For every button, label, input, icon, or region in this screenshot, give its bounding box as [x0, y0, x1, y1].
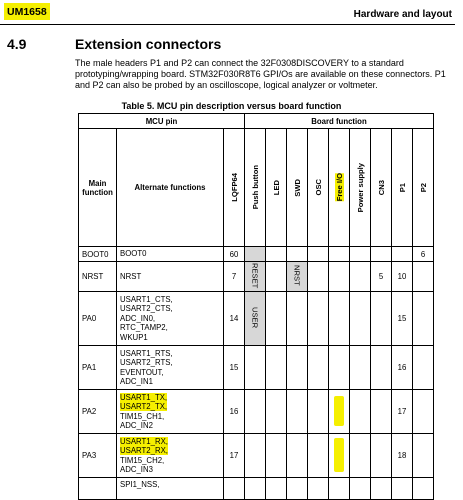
alternate-functions: BOOT0: [117, 247, 224, 262]
col-p1: [392, 129, 413, 247]
col-lqfp64-label: LQFP64: [229, 173, 239, 202]
table-row: [79, 292, 434, 346]
p2-pin: 6: [413, 247, 434, 262]
section-paragraph: The male headers P1 and P2 can connect the 32F0308DISCOVERY to a standard prototyping/wrapping board. STM32F030R8T6 GPI/Os are available on these connectors. P1 and P2 can also be probed by an oscilloscope, logical analyzer or voltmeter.: [75, 58, 446, 90]
section-header: Hardware and layout: [353, 9, 452, 20]
alternate-functions: USART1_CTS, USART2_CTS, ADC_IN0, RTC_TAMP2, WKUP1: [117, 292, 224, 346]
col-swd-label: SWD: [292, 178, 302, 197]
swd-value: NRST: [292, 265, 302, 286]
col-osc-label: OSC: [313, 179, 323, 196]
col-p2: [413, 129, 434, 247]
pin-table: [78, 113, 434, 500]
main-function: BOOT0: [79, 247, 117, 262]
col-p2-label: P2: [418, 182, 428, 193]
table-row: [79, 247, 434, 262]
main-function: PA3: [79, 434, 117, 478]
col-lqfp64: [224, 129, 245, 247]
group-board-function: Board function: [245, 114, 434, 129]
col-led-label: LED: [271, 179, 281, 196]
main-function: NRST: [79, 262, 117, 292]
col-power-supply-label: Power supply: [355, 162, 365, 213]
push-button-value: USER: [250, 306, 260, 329]
lqfp-pin: 14: [224, 292, 245, 346]
main-function: PA0: [79, 292, 117, 346]
group-mcu-pin: MCU pin: [79, 114, 245, 129]
col-cn3-label: CN3: [376, 179, 386, 196]
free-io-highlight-mark: [334, 396, 344, 426]
cn3-pin: 5: [371, 262, 392, 292]
lqfp-pin: 60: [224, 247, 245, 262]
free-io-cell: [329, 390, 350, 434]
col-osc: [308, 129, 329, 247]
push-button-cell: [245, 292, 266, 346]
p1-pin: 15: [392, 292, 413, 346]
col-swd: [287, 129, 308, 247]
col-push-button-label: Push button: [250, 165, 260, 210]
p1-pin: 17: [392, 390, 413, 434]
section-title: Extension connectors: [75, 36, 222, 52]
table-row: [79, 390, 434, 434]
main-function: PA2: [79, 390, 117, 434]
lqfp-pin: 17: [224, 434, 245, 478]
col-p1-label: P1: [397, 182, 407, 193]
push-button-cell: [245, 262, 266, 292]
swd-cell: [287, 262, 308, 292]
p1-pin: 18: [392, 434, 413, 478]
col-alternate-functions: Alternate functions: [117, 129, 224, 247]
table-row: [79, 478, 434, 500]
push-button-cell: [245, 247, 266, 262]
alternate-functions: NRST: [117, 262, 224, 292]
p1-pin: 10: [392, 262, 413, 292]
p1-pin: 16: [392, 346, 413, 390]
main-function: PA1: [79, 346, 117, 390]
alternate-functions: USART1_RX, USART2_RX, TIM15_CH2, ADC_IN3: [117, 434, 224, 478]
alternate-functions: USART1_TX, USART2_TX, TIM15_CH1, ADC_IN2: [117, 390, 224, 434]
free-io-highlight-mark: [334, 438, 344, 472]
lqfp-pin: 16: [224, 390, 245, 434]
document-id-badge: UM1658: [4, 3, 50, 20]
col-power-supply: [350, 129, 371, 247]
section-number: 4.9: [7, 36, 27, 52]
col-main-function: Main function: [79, 129, 117, 247]
push-button-value: RESET: [250, 262, 260, 289]
table-caption: Table 5. MCU pin description versus board function: [121, 101, 342, 111]
col-led: [266, 129, 287, 247]
col-push-button: [245, 129, 266, 247]
col-cn3: [371, 129, 392, 247]
lqfp-pin: 7: [224, 262, 245, 292]
table-row: [79, 346, 434, 390]
header-rule: [0, 24, 455, 25]
lqfp-pin: 15: [224, 346, 245, 390]
col-free-io-label: Free I/O: [334, 173, 344, 202]
alternate-functions: USART1_RTS, USART2_RTS, EVENTOUT, ADC_IN1: [117, 346, 224, 390]
table-row: [79, 262, 434, 292]
table-row: [79, 434, 434, 478]
alternate-functions: SPI1_NSS,: [117, 478, 224, 500]
free-io-cell: [329, 434, 350, 478]
col-free-io: [329, 129, 350, 247]
